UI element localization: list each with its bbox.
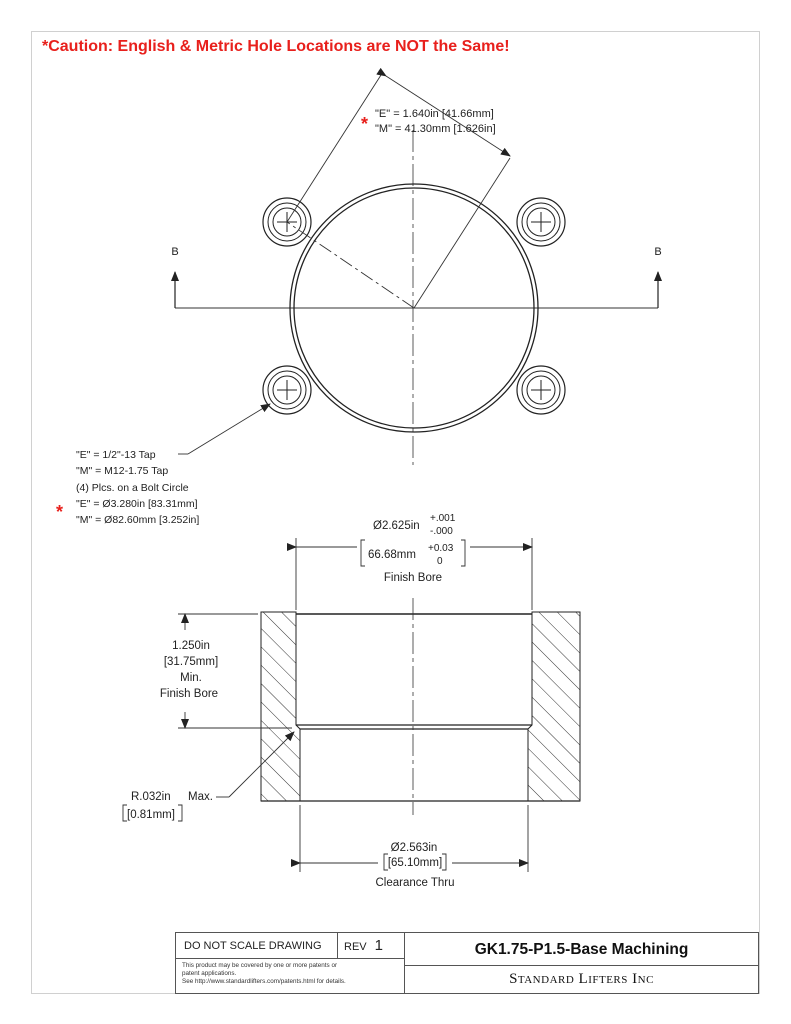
extension-line-1 [287, 75, 381, 222]
top-callout-e: "E" = 1.640in [41.66mm] [375, 108, 494, 120]
clearance-metric: [65.10mm] [387, 857, 443, 869]
radius-leader [414, 158, 510, 308]
left-wall-hatch [261, 612, 300, 801]
tap-callout-line1: "E" = 1/2"-13 Tap [76, 449, 156, 461]
finish-bore-label: Finish Bore [383, 572, 443, 584]
tap-callout-line4: "E" = Ø3.280in [83.31mm] [76, 498, 198, 510]
drawing-title: GK1.75-P1.5-Base Machining [405, 933, 758, 966]
clearance-value: Ø2.563in [390, 842, 438, 854]
company-name: Standard Lifters Inc [509, 971, 654, 987]
bolt-hole-top-right [517, 198, 565, 246]
section-label-right: B [654, 246, 662, 258]
depth-value: 1.250in [172, 640, 210, 652]
depth-metric: [31.75mm] [163, 656, 219, 668]
radius-value: R.032in [131, 791, 171, 803]
tap-leader [188, 404, 270, 454]
finish-bore-tol-upper: +.001 [430, 513, 456, 524]
patent-notice [176, 959, 405, 993]
asterisk-bottom: * [56, 502, 64, 522]
do-not-scale-note: DO NOT SCALE DRAWING [176, 933, 338, 959]
bolt-radius-line [287, 222, 414, 308]
tap-callout-line3: (4) Plcs. on a Bolt Circle [76, 482, 189, 494]
depth-finish-bore: Finish Bore [159, 688, 219, 700]
section-view [123, 538, 580, 872]
radius-metric: [0.81mm] [127, 809, 175, 821]
finish-bore-metric-tol-upper: +0.03 [428, 543, 454, 554]
patent-line-3: See http://www.standardlifters.com/patents.html for details. [182, 978, 346, 985]
top-callout-m: "M" = 41.30mm [1.626in] [375, 123, 496, 135]
rev-value: 1 [374, 937, 383, 954]
title-block [175, 932, 759, 994]
right-wall-hatch [528, 612, 580, 801]
finish-bore-tol-lower: -.000 [430, 526, 453, 537]
tap-callout-line2: "M" = M12-1.75 Tap [76, 465, 169, 477]
patent-line-1: This product may be covered by one or more patents or [182, 962, 338, 969]
finish-bore-metric-tol-lower: 0 [437, 556, 443, 567]
finish-bore-value: Ø2.625in [373, 520, 420, 532]
revision-cell [338, 933, 405, 959]
depth-min: Min. [180, 672, 202, 684]
caution-note: *Caution: English & Metric Hole Locations are NOT the Same! [42, 38, 510, 55]
section-label-left: B [171, 246, 179, 258]
clearance-label: Clearance Thru [375, 877, 455, 889]
radius-qualifier: Max. [188, 791, 213, 803]
bolt-hole-bottom-left [263, 366, 311, 414]
tap-callout-line5: "M" = Ø82.60mm [3.252in] [76, 514, 200, 526]
asterisk-top: * [361, 114, 369, 134]
finish-bore-metric: 66.68mm [368, 549, 416, 561]
patent-line-2: patent applications. [182, 970, 237, 977]
rev-label: REV [344, 941, 367, 953]
bolt-hole-bottom-right [517, 366, 565, 414]
